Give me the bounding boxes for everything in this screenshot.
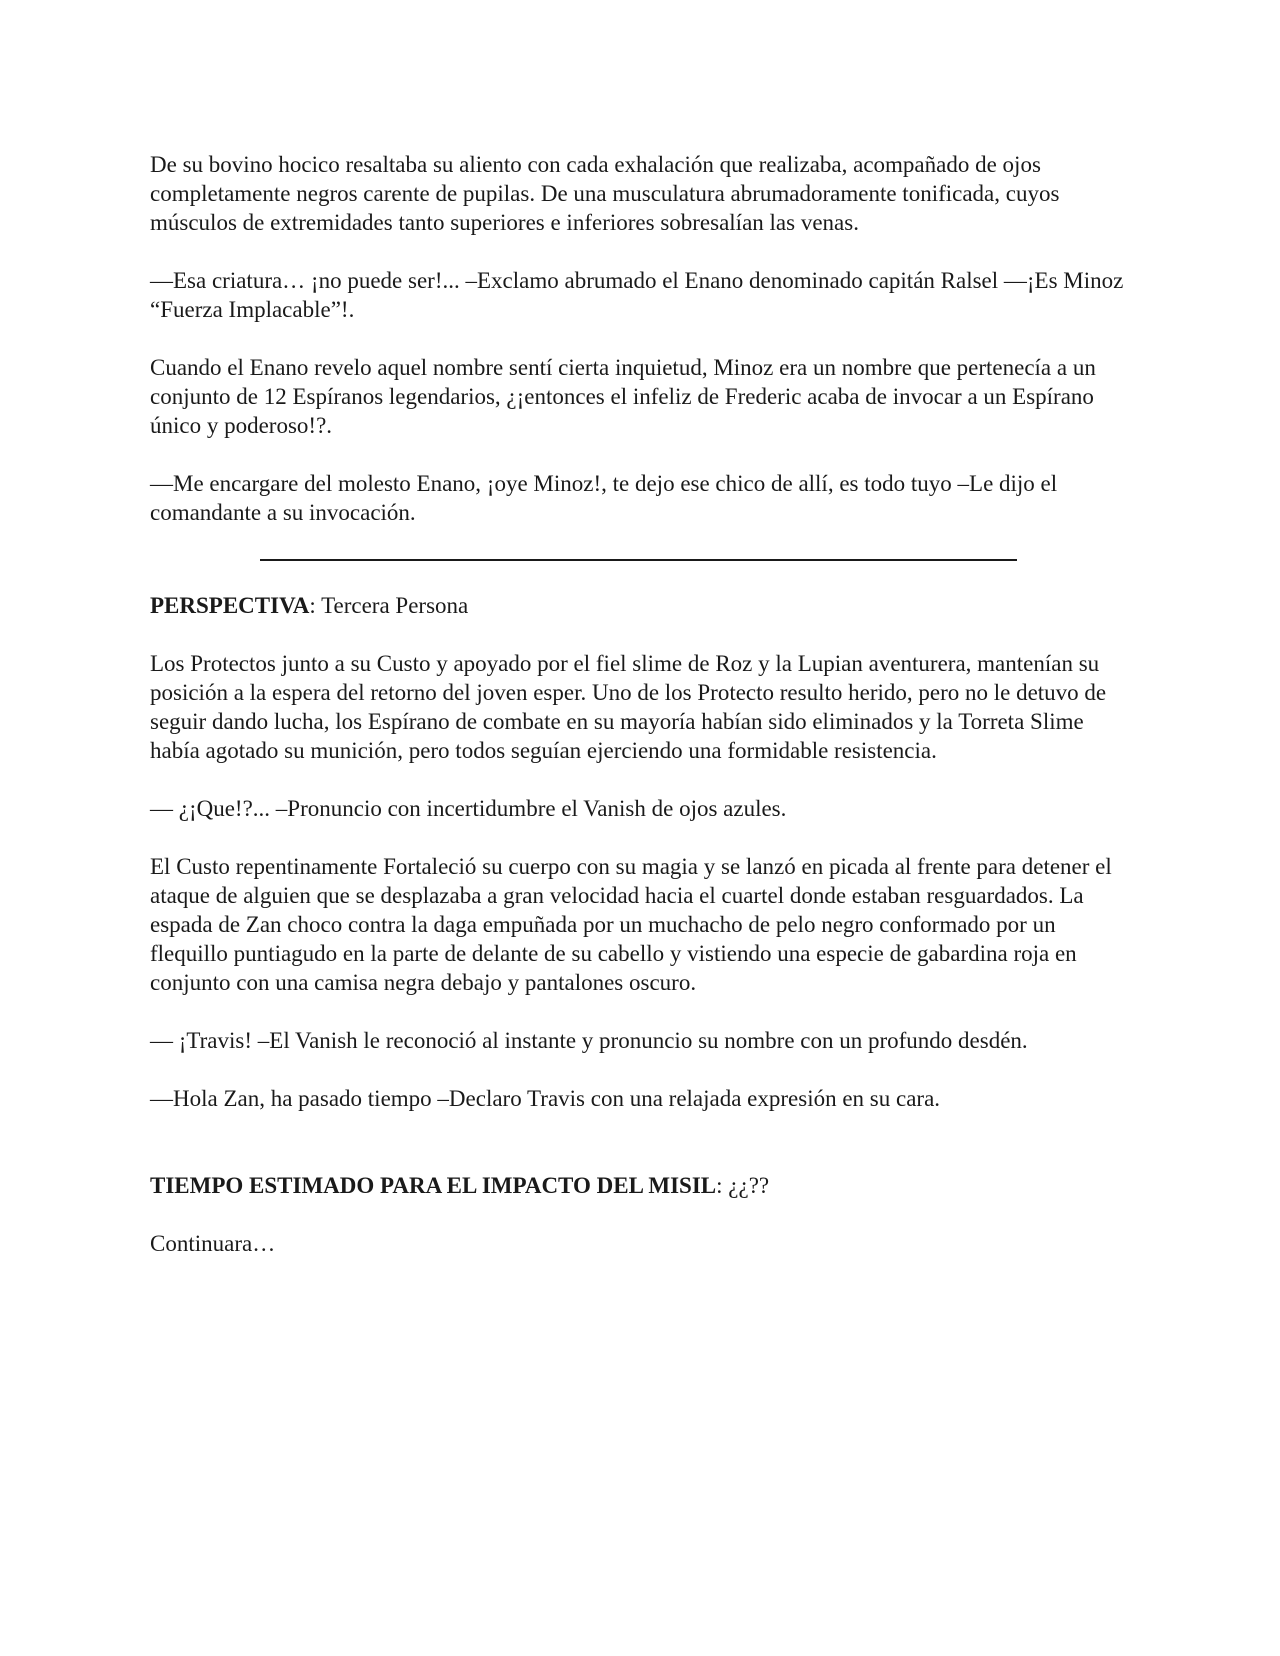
paragraph-minoz-description: De su bovino hocico resaltaba su aliento con cada exhalación que realizaba, acompañado de ojos completamente negros carente de pupilas. De una musculatura abrumadoramente tonificada, cuyos músculos de extremidades tanto superiores e inferiores sobresalían las venas.	[150, 152, 1060, 235]
paragraph-commander-dialogue: —Me encargare del molesto Enano, ¡oye Minoz!, te dejo ese chico de allí, es todo tuyo –Le dijo el comandante a su invocación.	[150, 471, 1058, 525]
missile-heading	[150, 1171, 1130, 1200]
paragraph-vanish-question: — ¿¡Que!?... –Pronuncio con incertidumbre el Vanish de ojos azules.	[150, 796, 787, 821]
paragraph-travis-recognized: — ¡Travis! –El Vanish le reconoció al instante y pronuncio su nombre con un profundo desdén.	[150, 1028, 1028, 1053]
perspective-heading	[150, 591, 1130, 620]
section-separator-line	[260, 559, 1017, 561]
closing-text: Continuara…	[150, 1231, 276, 1256]
paragraph-protectos-resistance: Los Protectos junto a su Custo y apoyado por el fiel slime de Roz y la Lupian aventurera, mantenían su posición a la espera del retorno del joven esper. Uno de los Protecto resulto herido, pero no le detuvo de seguir dando lucha, los Espírano de combate en su mayoría habían sido eliminados y la Torreta Slime había agotado su munición, pero todos seguían ejerciendo una formidable resistencia.	[150, 651, 1107, 763]
paragraph-ralsel-dialogue: —Esa criatura… ¡no puede ser!... –Exclamo abrumado el Enano denominado capitán Ralsel —¡Es Minoz “Fuerza Implacable”!.	[150, 268, 1124, 322]
paragraph-narrator-inquietude: Cuando el Enano revelo aquel nombre sentí cierta inquietud, Minoz era un nombre que pertenecía a un conjunto de 12 Espíranos legendarios, ¿¡entonces el infeliz de Frederic acaba de invocar a un Espírano único y poderoso!?.	[150, 355, 1096, 438]
perspective-label: PERSPECTIVA	[150, 593, 310, 618]
paragraph-custo-attack: El Custo repentinamente Fortaleció su cuerpo con su magia y se lanzó en picada al frente para detener el ataque de alguien que se desplazaba a gran velocidad hacia el cuartel donde estaban resguardados. La espada de Zan choco contra la daga empuñada por un muchacho de pelo negro conformado por un flequillo puntiagudo en la parte de delante de su cabello y vistiendo una especie de gabardina roja en conjunto con una camisa negra debajo y pantalones oscuro.	[150, 854, 1112, 995]
document-body	[150, 150, 1130, 1287]
perspective-value: : Tercera Persona	[309, 593, 469, 618]
missile-label: TIEMPO ESTIMADO PARA EL IMPACTO DEL MISIL	[150, 1173, 717, 1198]
missile-value: : ¿¿??	[716, 1173, 770, 1198]
paragraph-travis-greeting: —Hola Zan, ha pasado tiempo –Declaro Travis con una relajada expresión en su cara.	[150, 1086, 941, 1111]
